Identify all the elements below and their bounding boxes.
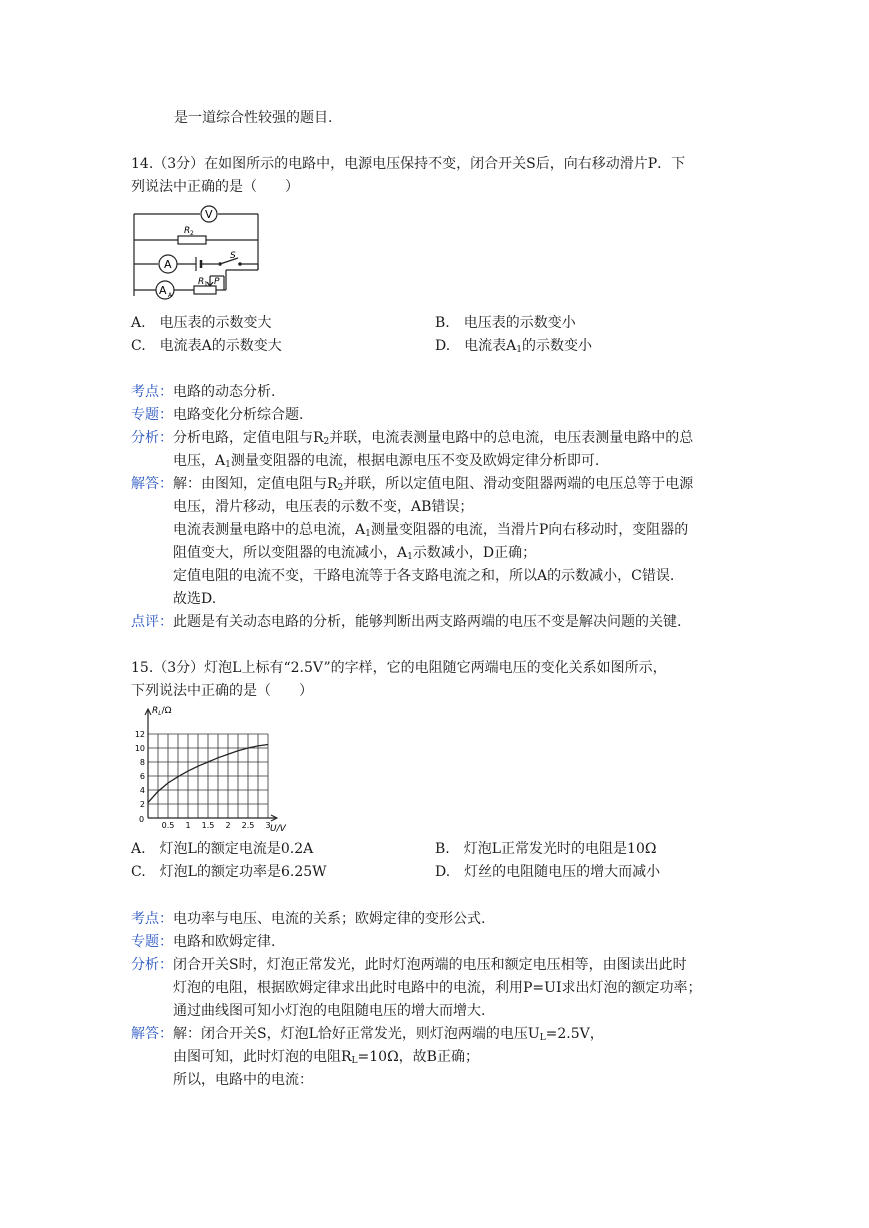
y-tick-label: 2 [139,800,145,809]
r2-sub: 2 [190,230,194,237]
y-tick-label: 12 [134,730,145,739]
q14-jieda-line6: 故选D. [173,591,217,607]
q14-stem-line2: 列说法中正确的是（ ） [131,179,299,195]
q14-jieda-line3: 电流表测量电路中的总电流，$A_1$测量变阻器的电流，当滑片P向右移动时，变阻器的 [173,522,689,539]
q14-fenxi-line2: 电压，$A_1$测量变阻器的电流，根据电源电压不变及欧姆定律分析即可. [173,453,600,470]
q15-jieda-line3: 所以，电路中的电流： [173,1072,313,1088]
x-tick-label: 1 [185,821,191,830]
q15-zhuanti: 专题：电路和欧姆定律. [131,934,276,950]
q15-option-a: A. 灯泡L的额定电流是0.2A [131,841,314,857]
chart-y-axis-label: $R_L/\Omega$ [152,706,172,717]
ammeter-a1-sub: A [168,292,173,299]
y-tick-label: 10 [134,744,145,753]
slider-p-label: P [214,277,220,287]
q14-dianping: 点评：此题是有关动态电路的分析，能够判断出两支路两端的电压不变是解决问题的关键. [131,614,682,630]
q15-stem-line2: 下列说法中正确的是（ ） [131,683,313,699]
x-tick-label: 0.5 [161,821,175,830]
q15-option-d: D. 灯丝的电阻随电压的增大而减小 [435,864,661,880]
ammeter-a-label: A [164,258,172,271]
chart-ticks [135,730,271,830]
q14-jieda-line2: 电压，滑片移动，电压表的示数不变，AB错误； [173,499,474,515]
x-tick-label: 3 [265,821,271,830]
q14-option-a: A. 电压表的示数变大 [131,315,272,331]
q15-stem-line1: 15.（3分）灯泡L上标有“2.5V”的字样，它的电阻随它两端电压的变化关系如图所示， [131,660,667,676]
q15-resistance-voltage-chart [128,704,288,832]
q15-option-c: C. 灯泡L的额定功率是6.25W [131,864,327,880]
r1-sub: 1 [204,281,208,288]
q14-option-b: B. 电压表的示数变小 [435,315,576,331]
voltmeter-label: V [205,208,213,221]
q14-jieda-line5: 定值电阻的电流不变，干路电流等于各支路电流之和，所以A的示数减小，C错误. [173,568,675,584]
q14-kaodian: 考点：电路的动态分析. [131,384,276,400]
y-tick-label: 8 [139,758,145,767]
switch-s-label: S [230,251,236,261]
q14-stem-line1: 14.（3分）在如图所示的电路中，电源电压保持不变，闭合开关S后，向右移动滑片P．下 [131,156,686,172]
chart-origin-label: 0 [139,815,145,824]
r1-label: R [198,277,205,287]
y-tick-label: 6 [139,772,145,781]
ammeter-a1-label: A [159,284,167,297]
q15-jieda-line1: 解答：解：闭合开关S，灯泡L恰好正常发光，则灯泡两端的电压$U_L=2.5V$， [131,1026,604,1043]
chart-grid [148,734,268,818]
q14-option-c: C. 电流表A的示数变大 [131,338,282,354]
q15-fenxi-line3: 通过曲线图可知小灯泡的电阻随电压的增大而增大. [173,1003,486,1019]
q14-option-d: D. 电流表$A_1$的示数变小 [435,338,593,355]
q14-zhuanti: 专题：电路变化分析综合题. [131,407,304,423]
q15-jieda-line2: 由图可知，此时灯泡的电阻$R_L=10\Omega$，故B正确； [173,1049,479,1066]
x-tick-label: 2 [225,821,231,830]
q15-option-b: B. 灯泡L正常发光时的电阻是10Ω [435,841,657,857]
x-tick-label: 2.5 [241,821,255,830]
r2-label: R [184,226,191,236]
x-tick-label: 1.5 [201,821,215,830]
q14-jieda-line4: 阻值变大，所以变阻器的电流减小，$A_1$示数减小，D正确； [173,545,537,562]
y-tick-label: 4 [139,786,145,795]
q14-jieda-line1: 解答：解：由图知，定值电阻与$R_2$并联，所以定值电阻、滑动变阻器两端的电压总等于电源 [131,476,694,493]
q14-circuit-diagram [128,202,268,306]
q15-fenxi-line1: 分析：闭合开关S时，灯泡正常发光，此时灯泡两端的电压和额定电压相等，由图读出此时 [131,957,687,973]
q15-fenxi-line2: 灯泡的电阻，根据欧姆定律求出此时电路中的电流，利用P=UI求出灯泡的额定功率； [173,980,702,996]
q15-kaodian: 考点：电功率与电压、电流的关系；欧姆定律的变形公式. [131,911,486,927]
chart-x-axis-label: U/V [270,824,286,832]
q14-fenxi-line1: 分析：分析电路，定值电阻与$R_2$并联，电流表测量电路中的总电流，电压表测量电路中的总 [131,430,694,447]
intro-tail: 是一道综合性较强的题目. [174,110,333,126]
